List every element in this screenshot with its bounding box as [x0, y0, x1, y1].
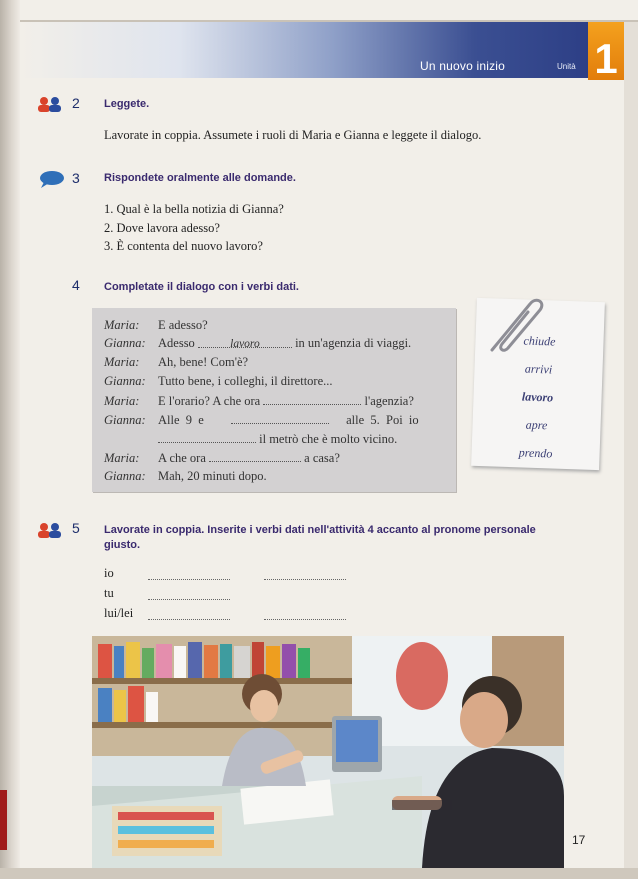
speaker: Maria: — [104, 355, 140, 369]
speaker: Maria: — [104, 318, 140, 332]
dialog-text: A che ora — [158, 451, 206, 465]
answer-line[interactable] — [148, 578, 230, 580]
exercise-4-heading: Completate il dialogo con i verbi dati. — [104, 281, 299, 293]
question-1: 1. Qual è la bella notizia di Gianna? — [104, 202, 284, 216]
exercise-5-number: 5 — [72, 520, 80, 536]
dialog-text: E adesso? — [158, 318, 208, 332]
pronoun-lui-lei: lui/lei — [104, 606, 134, 620]
dialog-text: a casa? — [304, 451, 340, 465]
answer-line[interactable] — [148, 598, 230, 600]
dialog-text: il metrò che è molto vicino. — [259, 432, 398, 446]
exercise-3-number: 3 — [72, 170, 80, 186]
dialog-text: Ah, bene! Com'è? — [158, 355, 249, 369]
exercise-5-heading-line1: Lavorate in coppia. Inserite i verbi dati nell'attività 4 accanto al pronome personale — [104, 524, 536, 536]
question-3: 3. È contenta del nuovo lavoro? — [104, 239, 263, 253]
book-spine-shadow — [0, 0, 20, 879]
dialog-text: Alle 9 e — [158, 413, 204, 427]
exercise-5-heading-line2: giusto. — [104, 539, 141, 551]
blank[interactable] — [231, 412, 329, 424]
verb-apre: apre — [525, 417, 548, 433]
blank[interactable] — [209, 450, 301, 462]
blank[interactable] — [263, 393, 361, 405]
answer-line[interactable] — [148, 618, 230, 620]
pair-work-icon — [36, 522, 66, 538]
verb-prendo: prendo — [518, 445, 553, 461]
spine-red-mark — [0, 790, 7, 850]
answer-line[interactable] — [264, 618, 346, 620]
exercise-2-number: 2 — [72, 95, 80, 111]
exercise-3-heading: Rispondete oralmente alle domande. — [104, 172, 296, 184]
verb-arrivi: arrivi — [524, 361, 553, 377]
pronoun-io: io — [104, 566, 114, 580]
pronoun-tu: tu — [104, 586, 114, 600]
speaker: Maria: — [104, 394, 140, 408]
speech-bubble-icon — [38, 170, 66, 188]
exercise-2-heading: Leggete. — [104, 98, 150, 110]
speaker: Gianna: — [104, 336, 146, 350]
dialog-box — [92, 308, 456, 492]
speaker: Maria: — [104, 451, 140, 465]
dialog-text: Mah, 20 minuti dopo. — [158, 469, 267, 483]
dialog-text: l'agenzia? — [364, 394, 414, 408]
answer-line[interactable] — [264, 578, 346, 580]
page-bottom-edge — [0, 868, 638, 879]
dialog-line-9 — [104, 469, 267, 484]
dialog-line-2 — [104, 336, 411, 351]
verb-lavoro: lavoro — [521, 389, 554, 405]
paperclip-icon — [478, 290, 550, 362]
dialog-line-1 — [104, 318, 208, 333]
dialog-line-4 — [104, 374, 333, 389]
exercise-4-number: 4 — [72, 277, 80, 293]
dialog-text: Adesso — [158, 336, 195, 350]
dialog-line-3 — [104, 355, 248, 370]
page-number: 17 — [572, 833, 586, 847]
question-2: 2. Dove lavora adesso? — [104, 221, 220, 235]
dialog-line-7 — [158, 431, 397, 447]
dialog-text: alle 5. Poi io — [346, 413, 419, 427]
dialog-line-5 — [104, 393, 414, 409]
dialog-line-8 — [104, 450, 340, 466]
right-margin-strip — [624, 22, 638, 868]
blank[interactable] — [158, 431, 256, 443]
exercise-2-text: Lavorate in coppia. Assumete i ruoli di Maria e Gianna e leggete il dialogo. — [104, 128, 482, 142]
speaker: Gianna: — [104, 374, 146, 388]
unita-label: Unità — [557, 62, 576, 71]
verb-chiude: chiude — [523, 333, 556, 349]
unit-title: Un nuovo inizio — [420, 59, 506, 73]
dialog-text: Tutto bene, i colleghi, il direttore... — [158, 374, 333, 388]
filled-answer: lavoro — [230, 338, 260, 350]
office-photo — [92, 636, 564, 868]
pair-work-icon — [36, 96, 66, 112]
dialog-text: in un'agenzia di viaggi. — [295, 336, 412, 350]
dialog-line-6 — [104, 412, 419, 428]
speaker: Gianna: — [104, 469, 146, 483]
blank-filled[interactable] — [198, 336, 292, 348]
unit-number-badge: 1 — [588, 22, 624, 80]
dialog-text: E l'orario? A che ora — [158, 394, 261, 408]
speaker: Gianna: — [104, 413, 146, 427]
